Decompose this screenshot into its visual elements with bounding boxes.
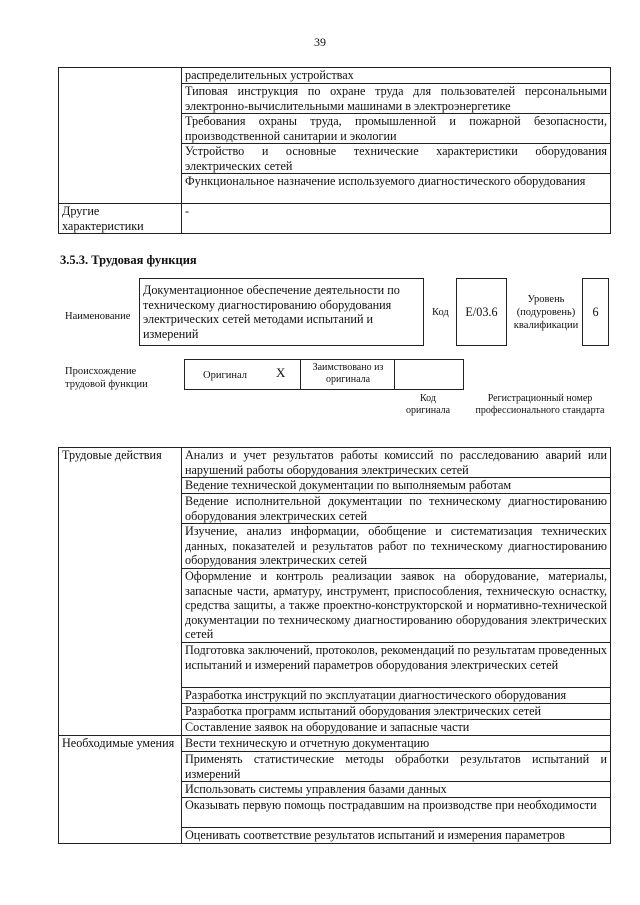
knowledge-table-continued — [58, 67, 611, 234]
name-label: Наименование — [65, 311, 131, 322]
knowledge-item: Требования охраны труда, промышленной и пожарной безопасности, производственной санитарии и экологии — [182, 114, 611, 144]
function-details-table — [58, 447, 611, 844]
action-item: Изучение, анализ информации, обобщение и систематизация технических данных, показателей и результатов работ по техническому диагностированию оборудования электрических сетей — [182, 524, 611, 569]
skill-item: Использовать системы управления базами данных — [182, 782, 611, 798]
action-item: Разработка программ испытаний оборудования электрических сетей — [182, 704, 611, 720]
action-item: Подготовка заключений, протоколов, рекомендаций по результатам проведенных испытаний и измерений параметров оборудования электрических сетей — [182, 643, 611, 688]
knowledge-item: Функциональное назначение используемого диагностического оборудования — [182, 174, 611, 204]
level-label: Уровень (подуровень) квалификации — [513, 294, 579, 331]
action-item: Оформление и контроль реализации заявок на оборудование, материалы, запасные части, арматуру, инструмент, приспособления, техническую оснастку, средства защиты, а также проектно-конструкторской и нормативно-технической документации по техническому диагностированию оборудования электрических сетей — [182, 569, 611, 643]
original-mark: X — [276, 365, 286, 380]
other-characteristics-value: - — [182, 204, 611, 234]
action-item: Разработка инструкций по эксплуатации диагностического оборудования — [182, 688, 611, 704]
section-title: 3.5.3. Трудовая функция — [60, 253, 197, 267]
reg-number-caption: Регистрационный номер профессионального стандарта — [475, 393, 605, 416]
skill-item: Оценивать соответствие результатов испытаний и измерения параметров — [182, 828, 611, 844]
code-value: E/03.6 — [465, 305, 498, 319]
level-value: 6 — [592, 305, 599, 319]
skill-item: Применять статистические методы обработки результатов испытаний и измерений — [182, 752, 611, 782]
actions-label: Трудовые действия — [59, 448, 182, 736]
action-item: Ведение исполнительной документации по техническому диагностированию оборудования электрических сетей — [182, 494, 611, 524]
code-original-caption: Код оригинала — [405, 393, 451, 416]
page-number: 39 — [314, 35, 326, 49]
action-item: Ведение технической документации по выполняемым работам — [182, 478, 611, 494]
original-label: Оригинал — [203, 370, 247, 381]
action-item: Анализ и учет результатов работы комиссий по расследованию аварий или нарушений работы оборудования электрических сетей — [182, 448, 611, 478]
action-item: Составление заявок на оборудование и запасные части — [182, 720, 611, 736]
skill-item: Оказывать первую помощь пострадавшим на производстве при необходимости — [182, 798, 611, 828]
empty-label-cell — [59, 68, 182, 204]
function-name: Документационное обеспечение деятельности по техническому диагностированию оборудования электрических сетей методами испытаний и измерений — [143, 283, 400, 341]
knowledge-item: Устройство и основные технические характеристики оборудования электрических сетей — [182, 144, 611, 174]
code-label: Код — [432, 307, 449, 318]
skills-label: Необходимые умения — [59, 736, 182, 844]
knowledge-item: Типовая инструкция по охране труда для пользователей персональными электронно-вычислительными машинами в электроэнергетике — [182, 84, 611, 114]
other-characteristics-label: Другие характеристики — [59, 204, 182, 234]
borrowed-label: Заимствовано из оригинала — [312, 362, 384, 385]
knowledge-item: распределительных устройствах — [182, 68, 611, 84]
skill-item: Вести техническую и отчетную документацию — [182, 736, 611, 752]
origin-label: Происхождение трудовой функции — [65, 366, 148, 390]
